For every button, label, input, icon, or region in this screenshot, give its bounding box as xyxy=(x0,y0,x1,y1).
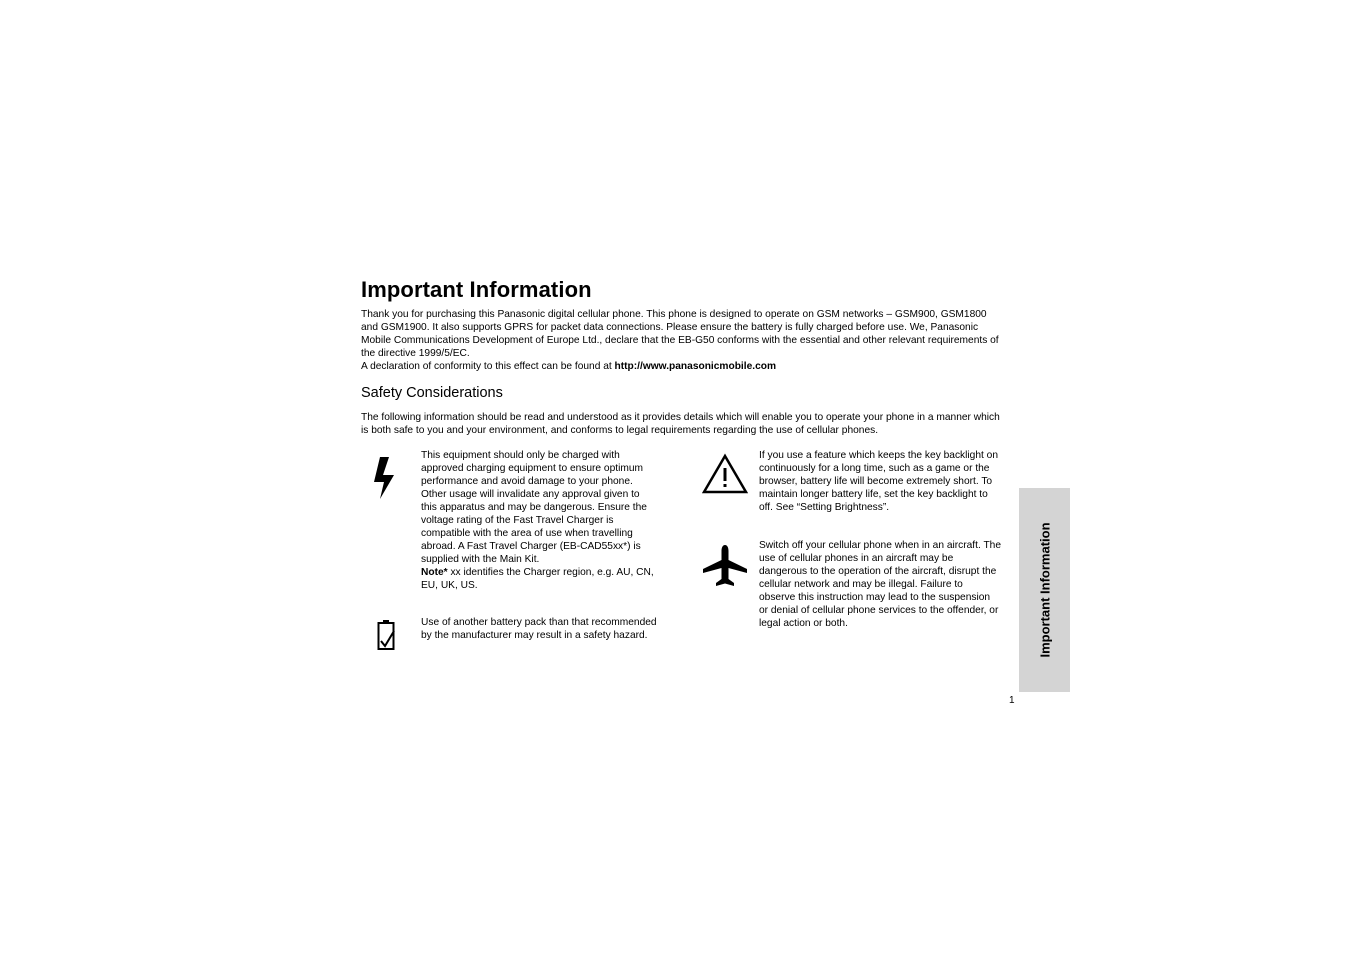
lightning-icon xyxy=(368,455,402,505)
intro-paragraph: Thank you for purchasing this Panasonic digital cellular phone. This phone is designed to operate on GSM networks – GSM900, GSM1800 and GSM1900. It also supports GPRS for packet data connections. Please ensure the battery is fully charged before use. We, Panasonic Mobile Communications Development of Europe Ltd., declare that the EB-G50 conforms with the essential and other relevant requirements of the directive 1999/5/EC. xyxy=(361,309,999,359)
safety-item-charger xyxy=(368,449,658,609)
aircraft-text-block xyxy=(759,539,1001,630)
declaration-line xyxy=(361,360,1001,373)
side-tab xyxy=(1019,488,1070,692)
section-title: Safety Considerations xyxy=(361,385,503,401)
charger-text-block xyxy=(421,449,657,592)
aircraft-text: Switch off your cellular phone when in an aircraft. The use of cellular phones in an aircraft may be dangerous to the operation of the aircraft, disrupt the cellular network and may be illegal. Failure to observe this instruction may lead to the suspension or denial of cellular phone services to the offender, or legal action or both. xyxy=(759,540,1001,629)
page-number: 1 xyxy=(1009,695,1015,706)
intro-block xyxy=(361,308,1001,373)
backlight-text-block xyxy=(759,449,1001,514)
section-intro: The following information should be read and understood as it provides details which will enable you to operate your phone in a manner which is both safe to you and your environment, and conforms to legal requirements regarding the use of cellular phones. xyxy=(361,412,1000,436)
battery-icon xyxy=(376,619,398,655)
note-label: Note* xyxy=(421,567,448,578)
note-text: xx identifies the Charger region, e.g. AU, CN, EU, UK, US. xyxy=(421,567,654,591)
charger-text: This equipment should only be charged with approved charging equipment to ensure optimum performance and avoid damage to your phone. Other usage will invalidate any approval given to this apparatus and may be dangerous. Ensure the voltage rating of the Fast Travel Charger is compatible with the area of use when travelling abroad. A Fast Travel Charger (EB-CAD55xx*) is supplied with the Main Kit. xyxy=(421,450,647,565)
side-tab-label: Important Information xyxy=(1037,522,1052,658)
safety-item-backlight xyxy=(702,449,1002,533)
charger-note xyxy=(421,566,657,592)
airplane-icon xyxy=(702,544,748,592)
safety-item-battery xyxy=(368,616,658,660)
battery-text: Use of another battery pack than that recommended by the manufacturer may result in a safety hazard. xyxy=(421,617,657,641)
warning-triangle-icon xyxy=(702,453,748,499)
page-title: Important Information xyxy=(361,277,592,302)
declaration-text: A declaration of conformity to this effect can be found at xyxy=(361,361,615,372)
battery-text-block xyxy=(421,616,657,642)
backlight-text: If you use a feature which keeps the key backlight on continuously for a long time, such as a game or the browser, battery life will become extremely short. To maintain longer battery life, set the key backlight to off. See “Setting Brightness”. xyxy=(759,450,998,513)
declaration-url-link[interactable]: http://www.panasonicmobile.com xyxy=(614,361,777,372)
safety-item-aircraft xyxy=(702,539,1002,649)
